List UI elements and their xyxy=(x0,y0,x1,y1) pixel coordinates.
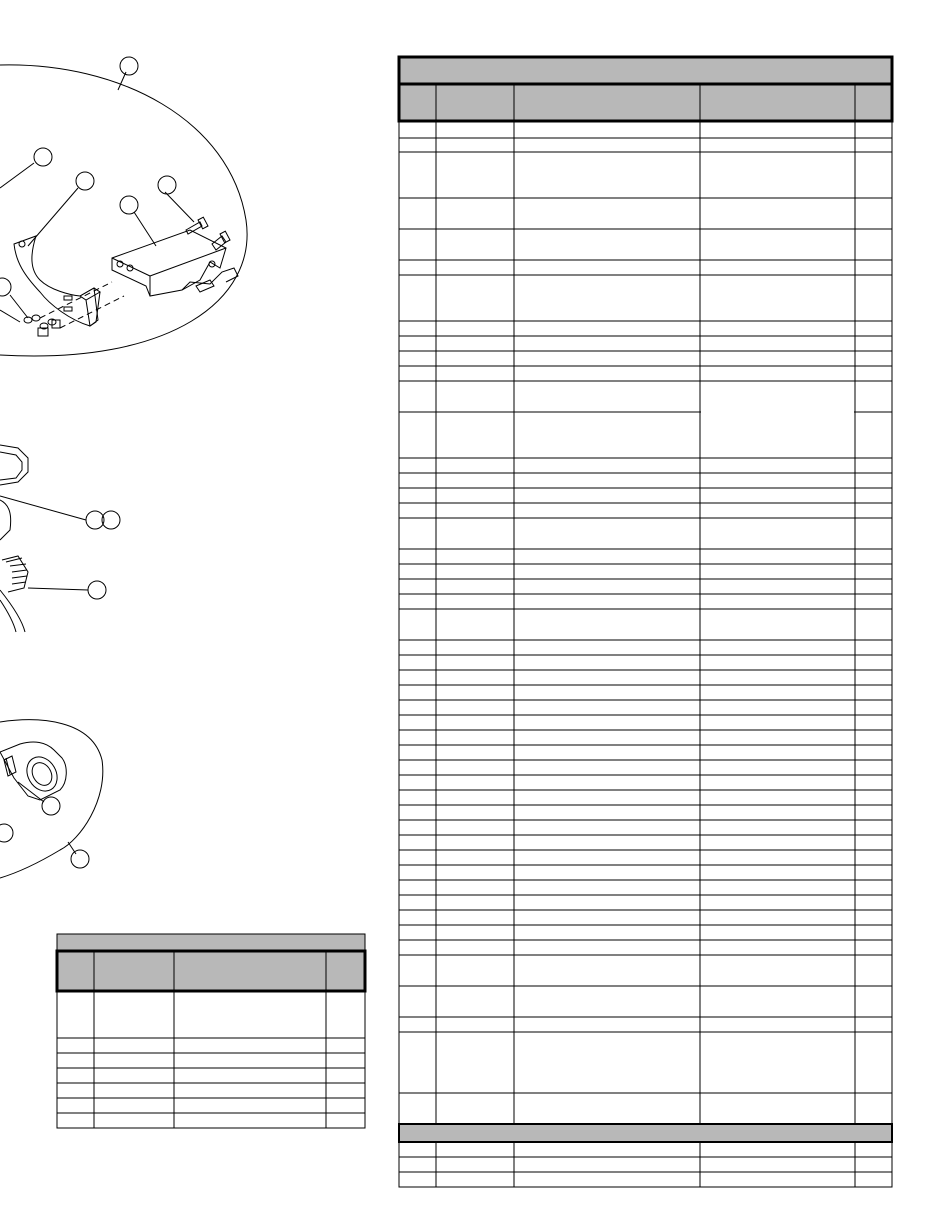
table-row xyxy=(399,925,892,940)
callout-bubble xyxy=(88,581,106,599)
table-row xyxy=(57,992,365,1038)
table-row xyxy=(399,1032,892,1093)
table-row xyxy=(399,805,892,820)
leader-line xyxy=(134,212,156,246)
table-row xyxy=(399,351,892,366)
callout-bubble xyxy=(34,148,52,166)
strap-plate xyxy=(14,236,98,326)
callout-bubble xyxy=(0,824,13,842)
fitting-detail-view xyxy=(0,445,120,632)
table-row xyxy=(399,760,892,775)
footer-title-bar xyxy=(399,1124,892,1142)
table-row xyxy=(399,850,892,865)
table-row xyxy=(57,1038,365,1053)
main-parts-table xyxy=(399,57,892,1187)
table-row xyxy=(399,745,892,760)
callout-bubble xyxy=(102,511,120,529)
table-row xyxy=(399,518,892,549)
leader-line xyxy=(0,496,86,520)
callout-bubble xyxy=(71,850,89,868)
table-row xyxy=(399,940,892,955)
table-row xyxy=(399,229,892,260)
callout-bubble xyxy=(120,57,138,75)
table-row xyxy=(399,835,892,850)
leader-line xyxy=(165,192,194,222)
table-row xyxy=(399,366,892,381)
callout-bubble xyxy=(158,176,176,194)
table-row xyxy=(399,381,892,412)
main-table-footer xyxy=(399,1124,892,1187)
hose-threaded-end xyxy=(2,556,28,592)
main-table-title-bar xyxy=(399,57,892,84)
callout-bubble xyxy=(86,511,104,529)
table-row xyxy=(399,700,892,715)
table-row xyxy=(399,260,892,275)
table-row xyxy=(399,336,892,351)
small-table-header xyxy=(57,951,365,991)
table-row xyxy=(399,790,892,805)
table-row xyxy=(399,564,892,579)
table-row xyxy=(399,880,892,895)
table-row xyxy=(57,1053,365,1068)
table-row xyxy=(399,198,892,229)
table-row xyxy=(57,1068,365,1083)
detail-leader xyxy=(118,72,126,90)
callout-bubble xyxy=(76,172,94,190)
table-row xyxy=(57,1083,365,1098)
table-row xyxy=(399,1172,892,1187)
leader-line xyxy=(0,163,34,188)
leader-line xyxy=(28,588,88,590)
small-table-rows xyxy=(57,992,365,1128)
table-row xyxy=(399,730,892,745)
table-row xyxy=(399,473,892,488)
table-row xyxy=(399,138,892,152)
detail-bubble-outline xyxy=(0,65,247,356)
main-table-header xyxy=(399,84,892,121)
table-row xyxy=(399,895,892,910)
bracket-detail-view xyxy=(0,57,247,356)
leader-line xyxy=(0,310,20,322)
small-table-title-bar xyxy=(57,934,365,951)
table-row xyxy=(399,655,892,670)
table-row xyxy=(399,640,892,655)
table-row xyxy=(399,503,892,518)
table-row xyxy=(399,865,892,880)
table-row xyxy=(57,1113,365,1128)
table-row xyxy=(399,412,892,458)
table-row xyxy=(399,715,892,730)
table-row xyxy=(399,685,892,700)
table-row xyxy=(399,986,892,1017)
table-row xyxy=(399,579,892,594)
table-row xyxy=(399,1093,892,1124)
table-row xyxy=(399,1157,892,1172)
table-row xyxy=(399,1017,892,1032)
table-row xyxy=(399,122,892,138)
table-row xyxy=(399,775,892,790)
table-row xyxy=(399,152,892,198)
table-row xyxy=(399,820,892,835)
table-row xyxy=(399,488,892,503)
table-row xyxy=(399,458,892,473)
small-parts-table xyxy=(57,934,365,1128)
merged-cell xyxy=(701,411,854,414)
leader-line xyxy=(18,782,44,802)
table-row xyxy=(399,321,892,336)
callout-bubble xyxy=(42,797,60,815)
table-row xyxy=(399,609,892,640)
table-row xyxy=(399,955,892,986)
callout-bubble xyxy=(0,278,11,296)
table-row xyxy=(399,910,892,925)
leader-line xyxy=(10,295,28,318)
table-row xyxy=(399,549,892,564)
table-row xyxy=(399,670,892,685)
bolt xyxy=(212,236,226,250)
table-row xyxy=(399,1142,892,1157)
table-row xyxy=(399,594,892,609)
callout-bubble xyxy=(120,196,138,214)
table-row xyxy=(399,275,892,321)
table-row xyxy=(57,1098,365,1113)
elbow-detail-view xyxy=(0,720,103,878)
main-table-rows xyxy=(399,122,892,1124)
